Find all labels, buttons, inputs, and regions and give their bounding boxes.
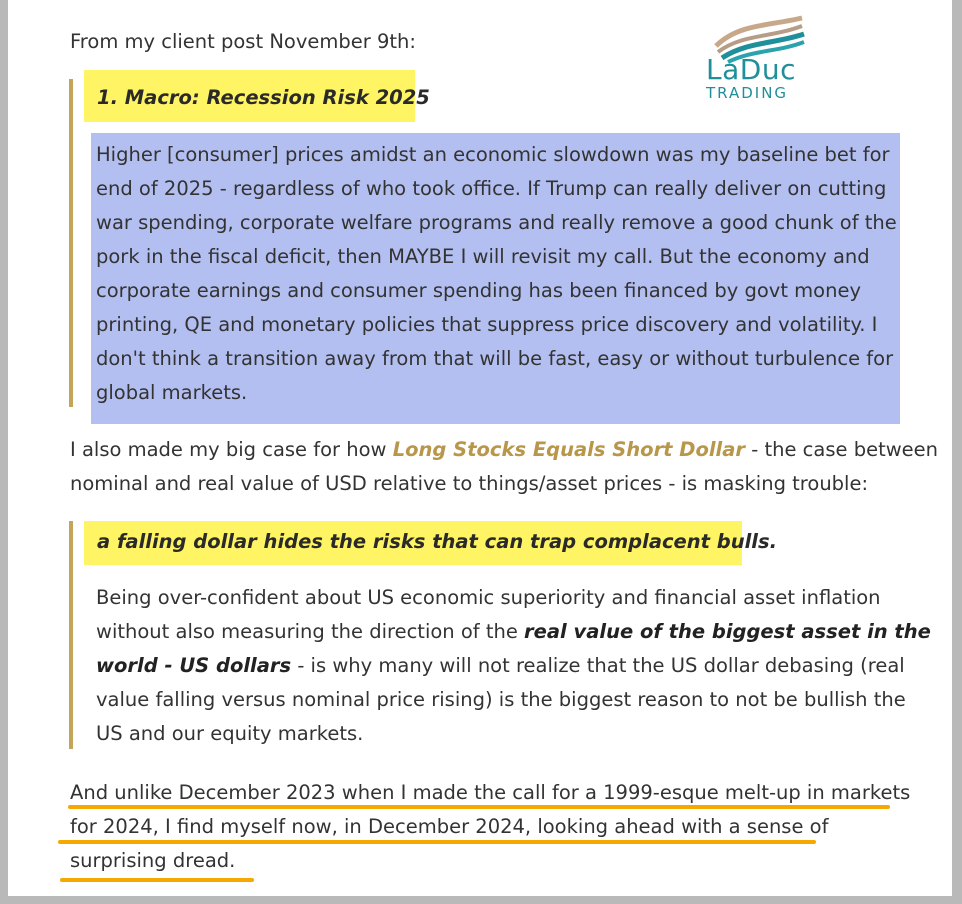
quote1-title: 1. Macro: Recession Risk 2025 xyxy=(97,86,430,109)
quote1-line: war spending, corporate welfare programs and really remove a good chunk of the xyxy=(96,211,897,234)
logo-subtitle: TRADING xyxy=(706,84,789,102)
closing-line: surprising dread. xyxy=(70,849,236,872)
quote2-line2-bold: real value of the biggest asset in the xyxy=(524,620,931,643)
logo-brand: LaDuc xyxy=(706,53,796,86)
quote1-line: printing, QE and monetary policies that suppress price discovery and volatility. I xyxy=(96,313,878,336)
middle-pre: I also made my big case for how xyxy=(70,438,393,461)
quote2-line: Being over-confident about US economic superiority and financial asset inflation xyxy=(96,586,881,609)
middle-line-2: nominal and real value of USD relative to things/asset prices - is masking trouble: xyxy=(70,472,869,495)
quote2-line3-post: - is why many will not realize that the US dollar debasing (real xyxy=(291,654,905,677)
closing-paragraph xyxy=(70,776,910,878)
underline-mark-1 xyxy=(68,805,890,809)
quote1-line: global markets. xyxy=(96,381,248,404)
quote1-body xyxy=(96,138,897,410)
middle-paragraph xyxy=(70,433,938,501)
quote1-line: don't think a transition away from that will be fast, easy or without turbulence for xyxy=(96,347,894,370)
quote2-line xyxy=(96,649,931,683)
quote1-line: Higher [consumer] prices amidst an economic slowdown was my baseline bet for xyxy=(96,143,890,166)
article-page xyxy=(8,0,952,896)
middle-post: - the case between xyxy=(745,438,939,461)
underline-mark-3 xyxy=(60,878,254,882)
quote2-line2-pre: without also measuring the direction of the xyxy=(96,620,525,643)
quote-bar-2 xyxy=(69,521,73,749)
quote2-line xyxy=(96,615,931,649)
quote1-line: corporate earnings and consumer spending has been financed by govt money xyxy=(96,279,861,302)
long-stocks-link[interactable]: Long Stocks Equals Short Dollar xyxy=(392,438,746,461)
quote-bar-1 xyxy=(69,79,73,407)
quote2-body xyxy=(96,581,931,751)
intro-text: From my client post November 9th: xyxy=(70,30,416,53)
quote1-line: end of 2025 - regardless of who took office. If Trump can really deliver on cutting xyxy=(96,177,887,200)
closing-line: for 2024, I find myself now, in December 2024, looking ahead with a sense of xyxy=(70,815,829,838)
quote2-line3-bold: world - US dollars xyxy=(96,654,292,677)
quote2-title: a falling dollar hides the risks that can trap complacent bulls. xyxy=(97,530,777,553)
quote2-line: value falling versus nominal price rising) is the biggest reason to not be bullish the xyxy=(96,688,906,711)
closing-line: And unlike December 2023 when I made the call for a 1999-esque melt-up in markets xyxy=(70,781,911,804)
quote2-line: US and our equity markets. xyxy=(96,722,364,745)
middle-line-1 xyxy=(70,433,938,467)
underline-mark-2 xyxy=(58,840,816,844)
quote1-line: pork in the fiscal deficit, then MAYBE I will revisit my call. But the economy and xyxy=(96,245,870,268)
